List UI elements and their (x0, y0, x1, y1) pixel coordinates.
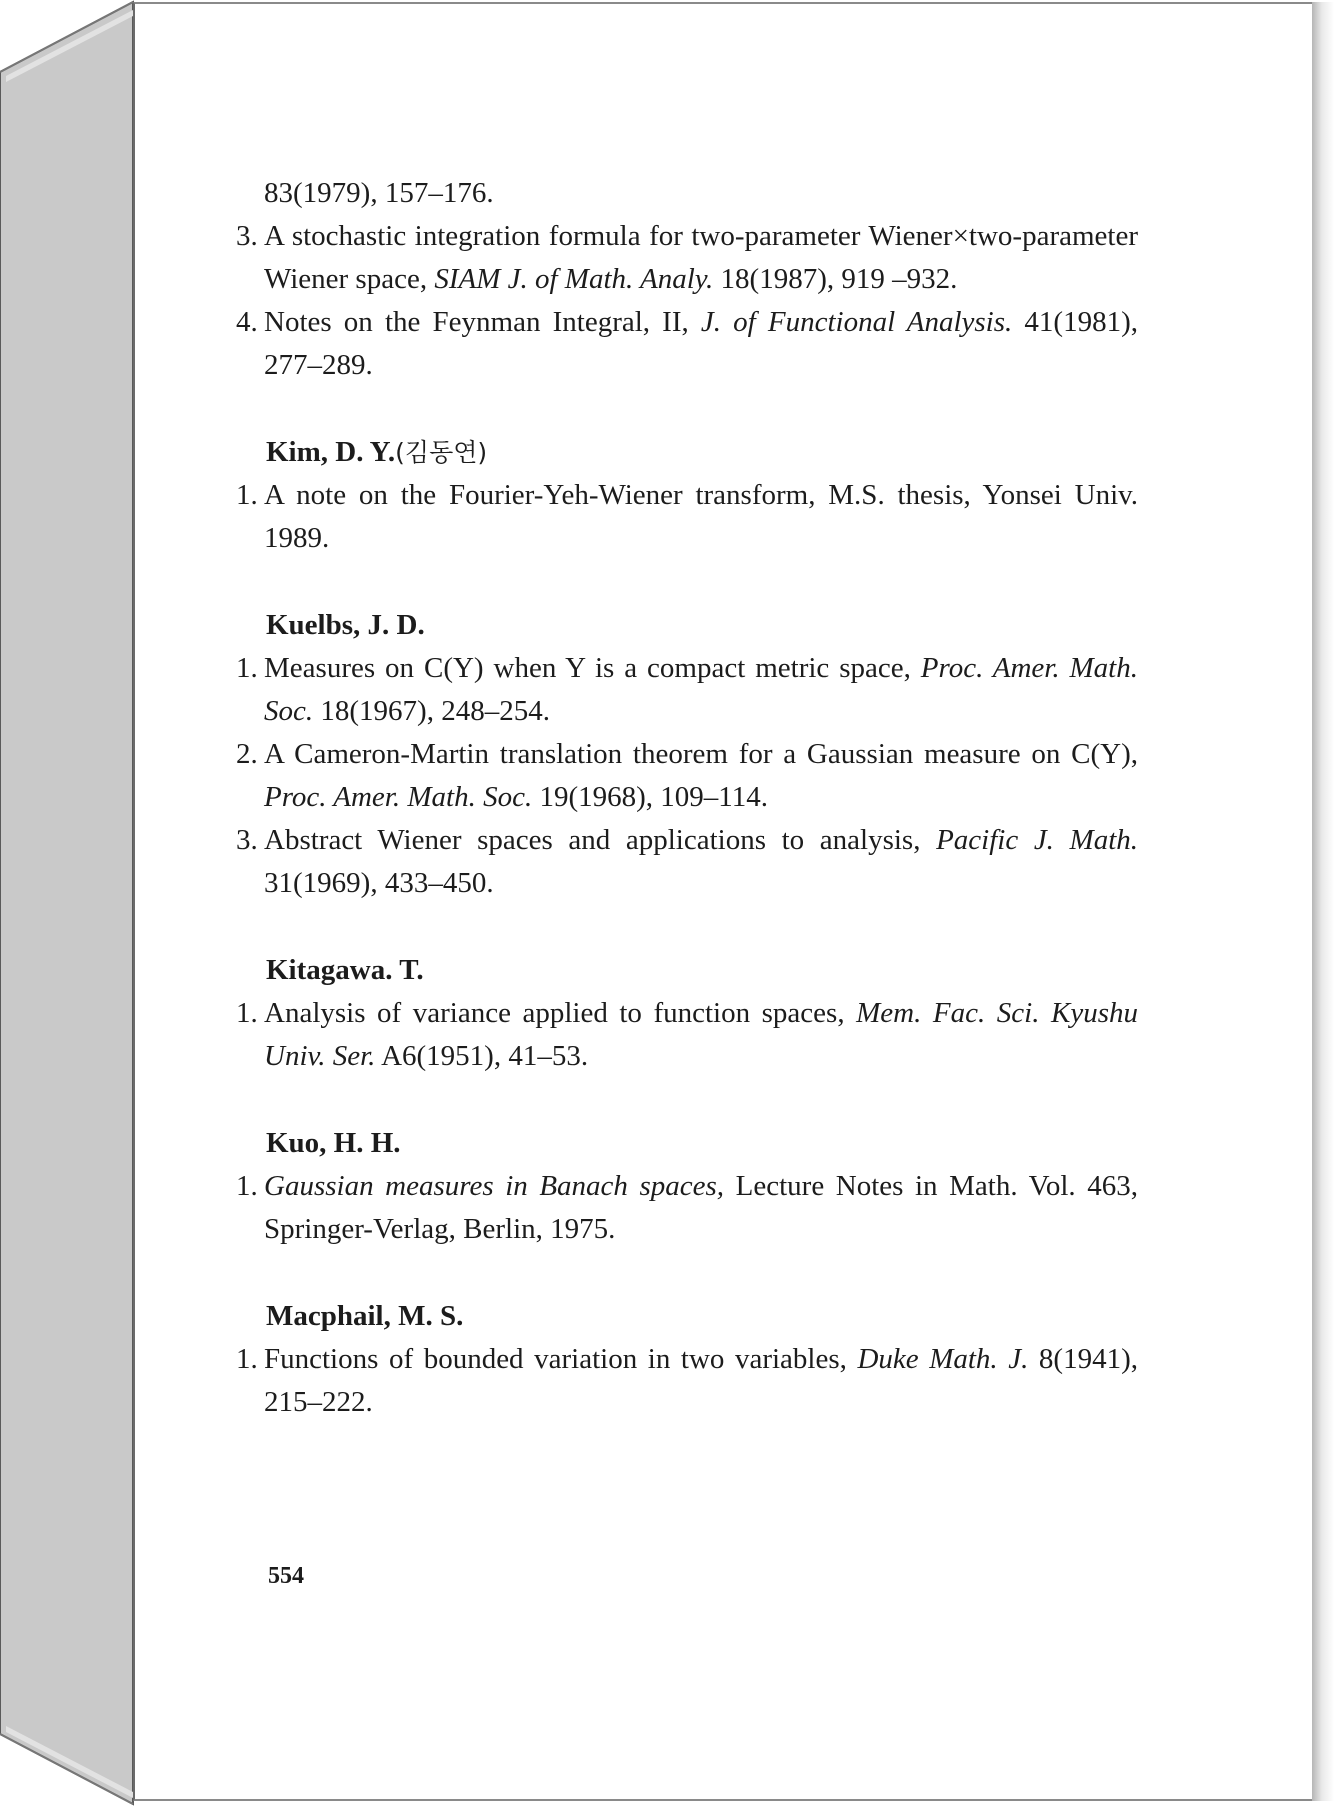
reference-number: 3. (236, 824, 258, 856)
journal-name: Mem. Fac. Sci. Kyushu Univ. Ser. (264, 997, 1138, 1072)
reference-details: 41(1981), 277–289. (264, 306, 1138, 381)
reference-text: Measures on C(Y) when Y is a compact metric space, (264, 652, 921, 684)
reference-number: 1. (236, 997, 258, 1029)
book-title: Gaussian measures in Banach spaces, (264, 1170, 725, 1202)
journal-name: Proc. Amer. Math. Soc. (264, 781, 533, 813)
reference-item (228, 301, 1138, 387)
reference-text: A Cameron-Martin translation theorem for a Gaussian measure on C(Y), (264, 738, 1138, 770)
reference-text: Abstract Wiener spaces and applications to analysis, (264, 824, 937, 856)
reference-details: 8(1941), 215–222. (264, 1343, 1138, 1418)
journal-name: Duke Math. J. (857, 1343, 1029, 1375)
journal-name: J. of Functional Analysis. (700, 306, 1013, 338)
reference-item (228, 1165, 1138, 1251)
reference-details: 19(1968), 109–114. (532, 781, 768, 813)
reference-text: Notes on the Feynman Integral, II, (264, 306, 701, 338)
reference-text: Functions of bounded variation in two variables, (264, 1343, 858, 1375)
reference-text: Analysis of variance applied to function spaces, (264, 997, 857, 1029)
reference-item (228, 215, 1138, 301)
author-name: Kim, D. Y. (266, 436, 396, 468)
reference-number: 1. (236, 1170, 258, 1202)
reference-details: 18(1967), 248–254. (313, 695, 550, 727)
journal-name: Proc. Amer. Math. Soc. (264, 652, 1138, 727)
journal-name: Pacific J. Math. (936, 824, 1139, 856)
reference-details: 18(1987), 919 –932. (713, 263, 958, 295)
reference-number: 1. (236, 479, 258, 511)
reference-number: 4. (236, 306, 258, 338)
author-heading-kim (228, 431, 1138, 474)
reference-number: 1. (236, 1343, 258, 1375)
reference-number: 2. (236, 738, 258, 770)
page-edge-shadow (1312, 2, 1334, 1801)
reference-details: A6(1951), 41–53. (375, 1040, 589, 1072)
reference-item (228, 474, 1138, 560)
reference-text: A stochastic integration formula for two-parameter Wiener×two-parameter Wiener space, (264, 220, 1138, 295)
author-heading-macphail: Macphail, M. S. (266, 1300, 464, 1332)
reference-details: 31(1969), 433–450. (264, 867, 494, 899)
reference-item (228, 819, 1138, 905)
reference-item (228, 733, 1138, 819)
reference-text: A note on the Fourier-Yeh-Wiener transform, M.S. thesis, Yonsei Univ. 1989. (264, 479, 1138, 554)
author-heading-kuo: Kuo, H. H. (266, 1127, 401, 1159)
reference-list (228, 172, 1138, 1424)
author-heading-kitagawa: Kitagawa. T. (266, 954, 424, 986)
page-number: 554 (268, 1563, 304, 1589)
reference-item (228, 992, 1138, 1078)
reference-number: 3. (236, 220, 258, 252)
author-heading-kuelbs: Kuelbs, J. D. (266, 609, 425, 641)
continued-reference-line: 83(1979), 157–176. (264, 177, 494, 209)
reference-details: Lecture Notes in Math. Vol. 463, Springer-Verlag, Berlin, 1975. (264, 1170, 1138, 1245)
author-korean-name: (김동연) (395, 438, 488, 467)
reference-item (228, 1338, 1138, 1424)
reference-number: 1. (236, 652, 258, 684)
journal-name: SIAM J. of Math. Analy. (434, 263, 714, 295)
reference-item (228, 647, 1138, 733)
